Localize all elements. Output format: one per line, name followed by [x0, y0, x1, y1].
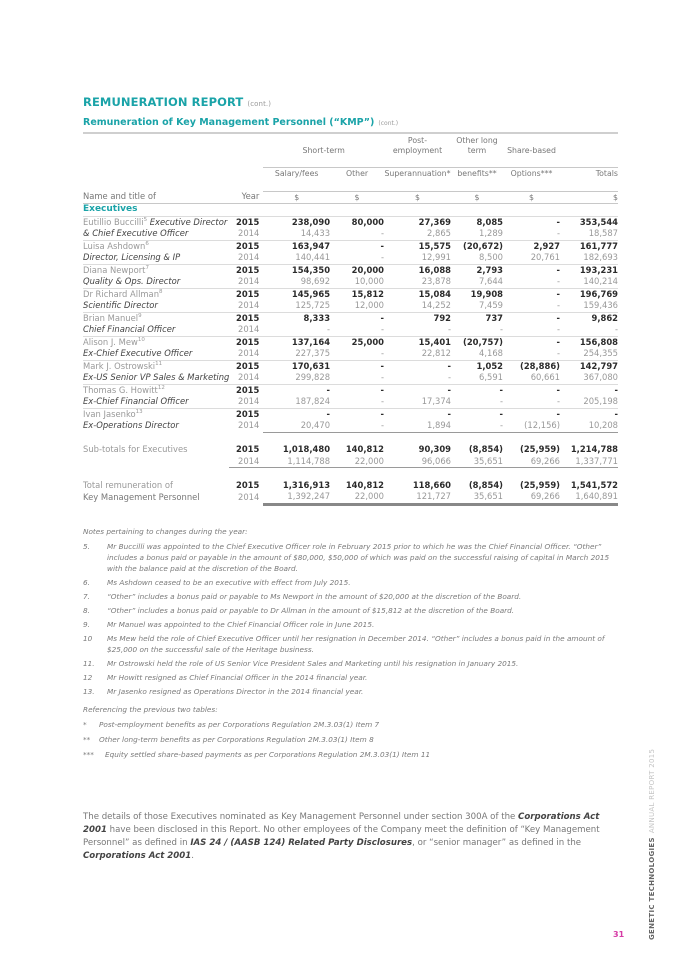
kmp-disclosure-paragraph: The details of those Executives nominated as Key Management Personnel under section 300A of the Corporations Act 2001 have been disclosed in this Report. No other employees of the Company meet the definition of “Key Management Personnel” as defined in IAS 24 / (AASB 124) Related Party Disclosures, or “senior manager” as defined in the Corporations Act 2001.: [83, 812, 600, 861]
notes-title: Notes pertaining to changes during the year:: [83, 527, 248, 536]
col-super: Superannuation*: [384, 169, 451, 178]
table-row: Ivan Jasenko$^{13}$ 2015 - - - - - -: [83, 408, 618, 419]
col-benefits: benefits**: [457, 169, 497, 178]
reference-item: *** Equity settled share-based payments as per Corporations Regulation 2M.3.03(1) Item 11: [83, 750, 431, 759]
table-row: & Chief Executive Officer 2014 14,433 - 2,865 1,289 - 18,587: [83, 228, 618, 238]
note-item: 10 Ms Mew held the role of Chief Executive Officer until her resignation in December 2014. “Other” includes a bonus paid in the amount of $25,000 on the successful sale of the Heritage business.: [83, 634, 605, 654]
header-other-long-term: Other long term: [456, 136, 498, 155]
col-options: Options***: [510, 169, 553, 178]
table-row: Ex-Chief Financial Officer 2014 187,824 - 17,374 - - 205,198: [83, 396, 618, 406]
table-row: Quality & Ops. Director 2014 98,692 10,000 23,878 7,644 - 140,214: [83, 276, 618, 286]
page-number: 31: [613, 930, 625, 939]
divider: [83, 132, 618, 134]
table-row: Dr Richard Allman$^8$ 2015 145,965 15,812 15,084 19,908 - 196,769: [83, 288, 618, 299]
col-salary: Salary/fees: [274, 169, 319, 178]
col-other: Other: [345, 169, 369, 178]
table-row: Luisa Ashdown$^6$ 2015 163,947 - 15,575 (20,672) 2,927 161,777: [83, 240, 618, 251]
table-row: Ex-Chief Executive Officer 2014 227,375 - 22,812 4,168 - 254,355: [83, 348, 618, 358]
col-totals: Totals: [595, 169, 618, 178]
section-executives: Executives: [83, 204, 618, 217]
note-item: 6. Ms Ashdown ceased to be an executive with effect from July 2015.: [83, 578, 351, 587]
currency-label: $: [354, 192, 360, 202]
note-item: 11. Mr Ostrowski held the role of US Senior Vice President Sales and Marketing until his resignation in January 2015.: [83, 659, 519, 668]
currency-label: $: [294, 192, 300, 202]
note-item: 5. Mr Buccilli was appointed to the Chief Executive Officer role in February 2015 prior to which he was the Chief Financial Officer. “Other” includes a bonus paid or payable in the amount of $80,000, $50,000 of which was paid on the successful raising of capital in March 2015 with the balance paid at the discretion of the Board.: [83, 542, 610, 573]
note-item: 13. Mr Jasenko resigned as Operations Director in the 2014 financial year.: [83, 687, 364, 696]
section-title: REMUNERATION REPORT (cont.): [83, 95, 272, 109]
currency-label: $: [613, 192, 618, 202]
reference-item: ** Other long-term benefits as per Corporations Regulation 2M.3.03(1) Item 8: [83, 735, 374, 744]
currency-label: $: [474, 192, 480, 202]
note-item: 9. Mr Manuel was appointed to the Chief Financial Officer role in June 2015.: [83, 620, 375, 629]
subtotal-row-2014: 2014 1,114,788 22,000 96,066 35,651 69,266 1,337,771: [83, 456, 618, 468]
subtotal-row-2015: Sub-totals for Executives 2015 1,018,480 140,812 90,309 (8,854) (25,959) 1,214,788: [83, 444, 618, 454]
references-title: Referencing the previous two tables:: [83, 705, 218, 714]
col-year: Year: [241, 191, 260, 202]
reference-item: * Post-employment benefits as per Corporations Regulation 2M.3.03(1) Item 7: [83, 720, 380, 729]
kmp-remuneration-table: [83, 136, 618, 506]
header-share-based: Share-based: [507, 145, 556, 155]
total-row-2015: Total remuneration of 2015 1,316,913 140,812 118,660 (8,854) (25,959) 1,541,572: [83, 479, 618, 490]
currency-label: $: [415, 192, 420, 202]
section-subtitle: Remuneration of Key Management Personnel (“KMP”) (cont.): [83, 117, 399, 128]
col-name: Name and title of: [83, 191, 156, 202]
table-row: Alison J. Mew$^{10}$ 2015 137,164 25,000 15,401 (20,757) - 156,808: [83, 336, 618, 347]
side-running-title: GENETIC TECHNOLOGIESANNUAL REPORT 2015: [648, 748, 656, 940]
note-item: 12 Mr Howitt resigned as Chief Financial Officer in the 2014 financial year.: [83, 673, 368, 682]
table-row: Ex-Operations Director 2014 20,470 - 1,894 - (12,156) 10,208: [83, 420, 618, 431]
currency-label: $: [529, 192, 534, 202]
header-post-employment: Post- employment: [392, 136, 443, 155]
notes-section: [83, 526, 623, 760]
note-item: 8. “Other” includes a bonus paid or payable to Dr Allman in the amount of $15,812 at the discretion of the Board.: [83, 606, 515, 615]
table-row: Diana Newport$^7$ 2015 154,350 20,000 16,088 2,793 - 193,231: [83, 264, 618, 275]
table-row: Chief Financial Officer 2014 - - - - - -: [83, 324, 618, 334]
table-row: Ex-US Senior VP Sales & Marketing 2014 299,828 - - 6,591 60,661 367,080: [83, 372, 618, 382]
table-row: Eutillio Buccilli$^5$ Executive Director 2015 238,090 80,000 27,369 8,085 - 353,544: [83, 216, 618, 227]
table-row: Mark J. Ostrowski$^{11}$ 2015 170,631 - - 1,052 (28,886) 142,797: [83, 360, 618, 371]
header-short-term: Short-term: [302, 145, 345, 155]
note-item: 7. “Other” includes a bonus paid or payable to Ms Newport in the amount of $20,000 at the discretion of the Board.: [83, 592, 522, 601]
total-row-2014: Key Management Personnel 2014 1,392,247 22,000 121,727 35,651 69,266 1,640,891: [83, 491, 618, 504]
table-row: Thomas G. Howitt$^{12}$ 2015 - - - - - -: [83, 384, 618, 395]
table-row: Director, Licensing & IP 2014 140,441 - 12,991 8,500 20,761 182,693: [83, 252, 618, 262]
table-row: Scientific Director 2014 125,725 12,000 14,252 7,459 - 159,436: [83, 300, 618, 310]
table-row: Brian Manuel$^9$ 2015 8,333 - 792 737 - 9,862: [83, 312, 618, 323]
